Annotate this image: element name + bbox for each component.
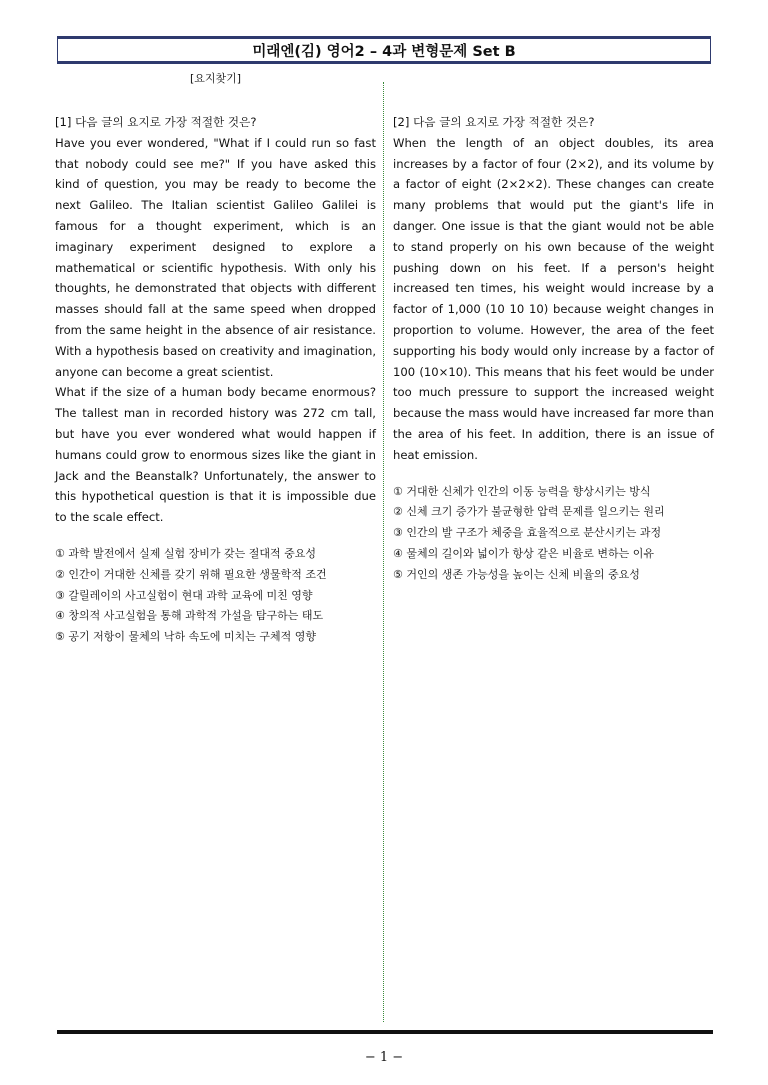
question-2 <box>393 112 714 586</box>
choice-3[interactable]: ③ 인간의 발 구조가 체중을 효율적으로 분산시키는 과정 <box>393 526 662 540</box>
question-1-paragraph-1: Have you ever wondered, "What if I could run so fast that nobody could see me?" If you have asked this kind of question, you may be ready to become the next Galileo. The Italian scientist Galileo Galilei is famous for a thought experiment, which is an imaginary experiment designed to explore a mathematical or scientific hypothesis. With only his thoughts, he demonstrated that objects with different masses should fall at the same speed when dropped from the same height in the absence of air resistance. With a hypothesis based on creativity and imagination, anyone can become a great scientist. <box>55 135 376 379</box>
section-label: [요지찾기] <box>190 72 242 85</box>
choice-4[interactable]: ④ 창의적 사고실험을 통해 과학적 가설을 탐구하는 태도 <box>55 609 324 623</box>
question-2-heading: [2] 다음 글의 요지로 가장 적절한 것은? <box>393 115 595 129</box>
question-1-choices <box>55 544 376 648</box>
column-divider <box>383 82 384 1022</box>
choice-5[interactable]: ⑤ 거인의 생존 가능성을 높이는 신체 비율의 중요성 <box>393 567 640 581</box>
choice-1[interactable]: ① 과학 발전에서 실제 실험 장비가 갖는 절대적 중요성 <box>55 546 316 560</box>
question-1-paragraph-2: What if the size of a human body became enormous? The tallest man in recorded history was 272 cm tall, but have you ever wondered what would happen if humans could grow to enormous sizes like the giant in Jack and the Beanstalk? Unfortunately, the answer to this hypothetical question is that it is impossible due to the scale effect. <box>55 385 376 525</box>
choice-2[interactable]: ② 신체 크기 증가가 불균형한 압력 문제를 일으키는 원리 <box>393 505 665 519</box>
question-2-paragraph-1: When the length of an object doubles, its area increases by a factor of four (2×2), and its volume by a factor of eight (2×2×2). These changes can create many problems that would put the giant's life in danger. One issue is that the giant would not be able to stand properly on his own because of the weight pushing down on his feet. If a person's height increased ten times, his weight would increase by a factor of 1,000 (10 10 10) because weight changes in proportion to volume. However, the area of the feet supporting his body would only increase by a factor of 100 (10×10). This means that his feet would be under too much pressure to support the increased weight because the mass would have increased far more than the area of his feet. In addition, there is an issue of heat emission. <box>393 135 714 462</box>
page-number: − 1 − <box>364 1050 404 1065</box>
footer-rule <box>57 1030 713 1034</box>
page-title-text: 미래엔(김) 영어2 – 4과 변형문제 Set B <box>252 43 516 60</box>
choice-5[interactable]: ⑤ 공기 저항이 물체의 낙하 속도에 미치는 구체적 영향 <box>55 630 316 644</box>
page-title <box>57 36 711 64</box>
choice-4[interactable]: ④ 물체의 길이와 넓이가 항상 같은 비율로 변하는 이유 <box>393 546 654 560</box>
question-1 <box>55 112 376 648</box>
question-2-choices <box>393 482 714 586</box>
choice-3[interactable]: ③ 갈릴레이의 사고실험이 현대 과학 교육에 미친 영향 <box>55 588 313 602</box>
choice-2[interactable]: ② 인간이 거대한 신체를 갖기 위해 필요한 생물학적 조건 <box>55 567 327 581</box>
question-1-heading: [1] 다음 글의 요지로 가장 적절한 것은? <box>55 115 257 129</box>
choice-1[interactable]: ① 거대한 신체가 인간의 이동 능력을 향상시키는 방식 <box>393 484 651 498</box>
